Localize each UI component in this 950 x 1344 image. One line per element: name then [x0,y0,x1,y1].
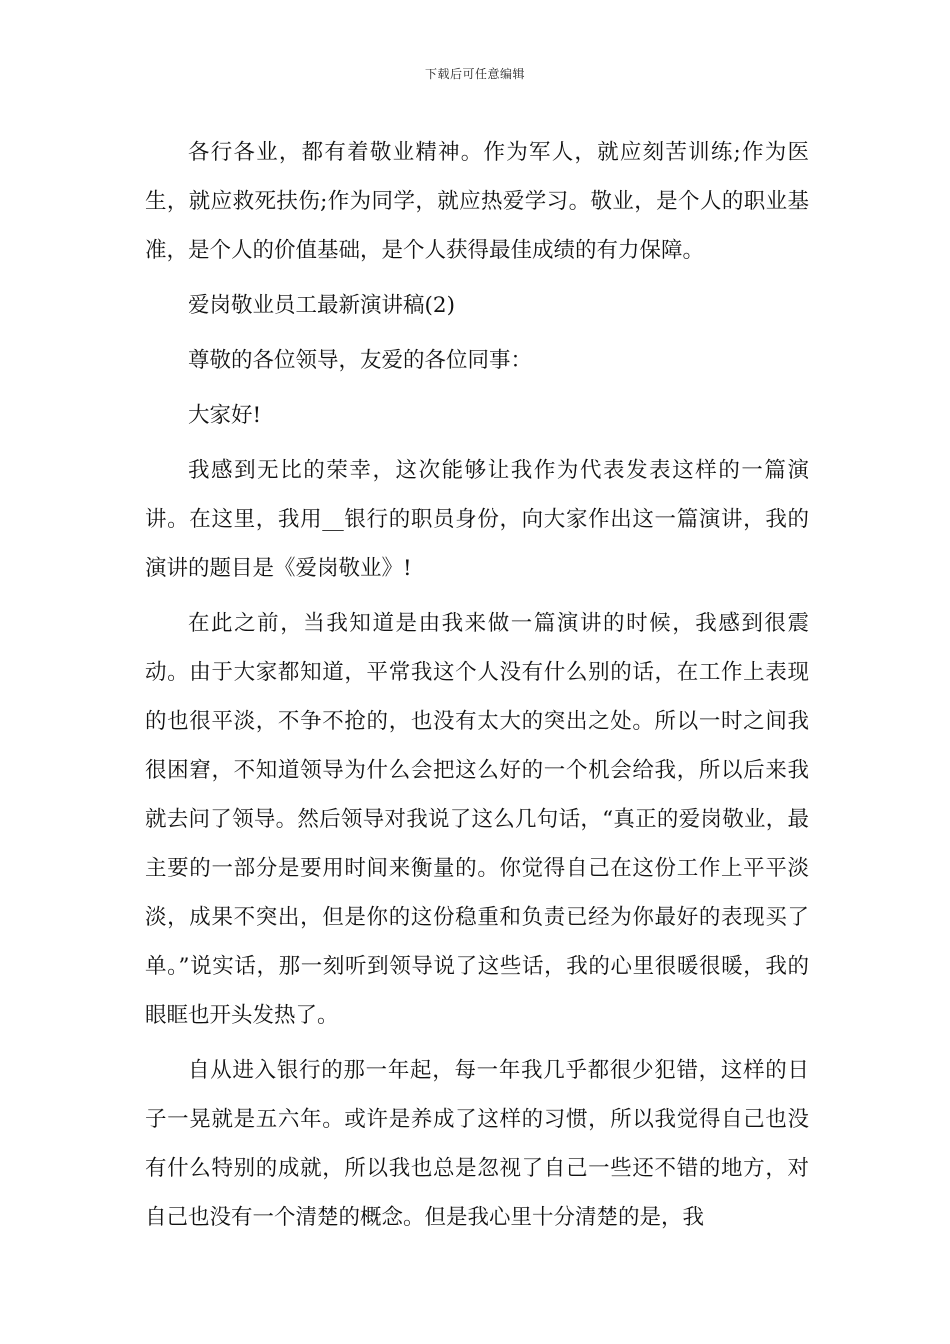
greeting-hello: 大家好! [188,403,262,428]
paragraph-since: 自从进入银行的那一年起，每一年我几乎都很少犯错，这样的日子一晃就是五六年。或许是养成了这样的习惯，所以我觉得自己也没有什么特别的成就，所以我也总是忽视了自己一些还不错的地方，对自己也没有一个清楚的概念。但是我心里十分清楚的是，我 [145,1058,809,1230]
speech-title: 爱岗敬业员工最新演讲稿(2) [188,293,455,318]
paragraph-1: 各行各业，都有着敬业精神。作为军人，就应刻苦训练;作为医生，就应救死扶伤;作为同学，就应热爱学习。敬业，是个人的职业基准，是个人的价值基础，是个人获得最佳成绩的有力保障。 [145,140,809,263]
page-header: 下载后可任意编辑 [424,67,525,81]
greeting-salutation: 尊敬的各位领导，友爱的各位同事： [188,348,533,373]
paragraph-intro: 我感到无比的荣幸，这次能够让我作为代表发表这样的一篇演讲。在这里，我用__银行的职员身份，向大家作出这一篇演讲，我的演讲的题目是《爱岗敬业》! [145,458,809,581]
document-body [145,128,809,1242]
paragraph-before: 在此之前，当我知道是由我来做一篇演讲的时候，我感到很震动。由于大家都知道，平常我这个人没有什么别的话，在工作上表现的也很平淡，不争不抢的，也没有太大的突出之处。所以一时之间我很困窘，不知道领导为什么会把这么好的一个机会给我，所以后来我就去问了领导。然后领导对我说了这么几句话，“真正的爱岗敬业，最主要的一部分是要用时间来衡量的。你觉得自己在这份工作上平平淡淡，成果不突出，但是你的这份稳重和负责已经为你最好的表现买了单。”说实话，那一刻听到领导说了这些话，我的心里很暖很暖，我的眼眶也开头发热了。 [145,611,809,1028]
